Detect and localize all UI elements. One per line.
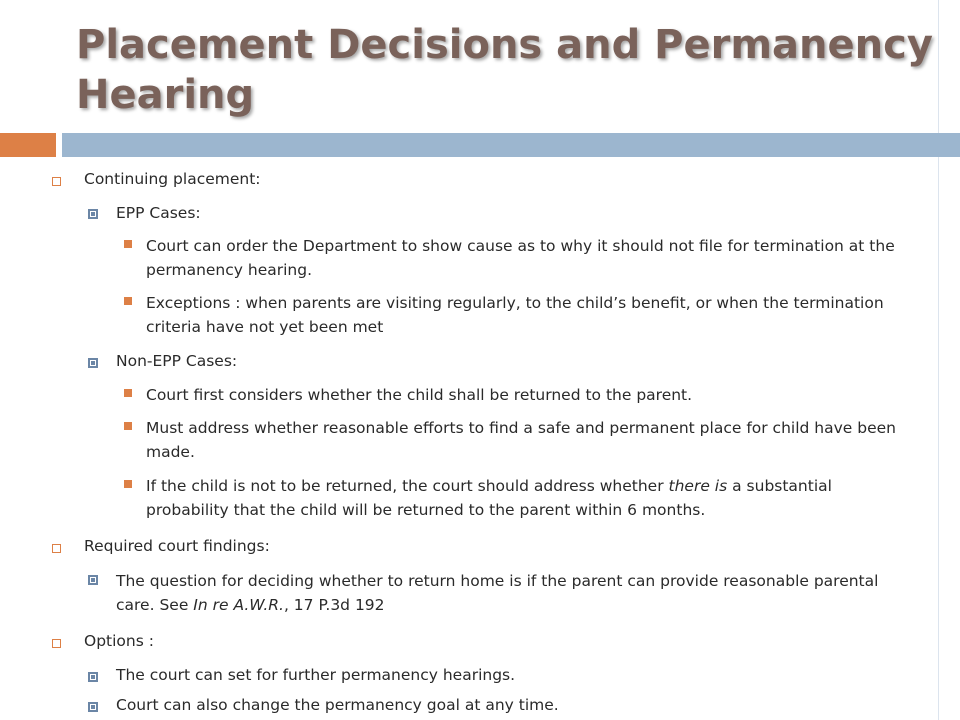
filled-square-bullet-icon [124,297,132,305]
filled-square-bullet-icon [124,480,132,488]
probability-text-end: a substantial probability that the child will be returned to the parent within 6 months. [146,477,832,519]
epp-item-show-cause: Court can order the Department to show cause as to why it should not file for termination at the permanency hearing. [146,237,895,279]
bullet-continuing-placement: Continuing placement: [84,170,261,188]
square-bullet-icon [52,177,61,186]
square-dot-bullet-icon [88,702,98,712]
findings-item-question [116,569,906,617]
square-dot-bullet-icon [88,575,98,585]
square-dot-bullet-icon [88,358,98,368]
bullet-required-findings: Required court findings: [84,537,270,555]
slide-title: Placement Decisions and Permanency Hearing [76,22,933,118]
question-text-end: , 17 P.3d 192 [283,596,385,614]
options-item-change-goal: Court can also change the permanency goal at any time. [116,696,559,714]
non-epp-item-efforts: Must address whether reasonable efforts to find a safe and permanent place for child have been made. [146,419,896,461]
probability-text-emphasis: there is [668,477,728,495]
question-text-start: The question for deciding whether to return home is if the parent can provide reasonable parental care. See [116,572,879,614]
epp-item-exceptions: Exceptions : when parents are visiting regularly, to the child’s benefit, or when the termination criteria have not yet been met [146,294,884,336]
case-citation: In re A.W.R. [193,596,284,614]
options-item-further-hearings: The court can set for further permanency hearings. [116,666,516,684]
bullet-non-epp-cases: Non-EPP Cases: [116,352,238,370]
square-dot-bullet-icon [88,209,98,219]
square-bullet-icon [52,639,61,648]
non-epp-item-probability [146,474,906,522]
bullet-epp-cases: EPP Cases: [116,204,201,222]
square-bullet-icon [52,544,61,553]
filled-square-bullet-icon [124,422,132,430]
bullet-options: Options : [84,632,154,650]
square-dot-bullet-icon [88,672,98,682]
non-epp-item-returned: Court first considers whether the child shall be returned to the parent. [146,386,693,404]
filled-square-bullet-icon [124,389,132,397]
probability-text-start: If the child is not to be returned, the court should address whether [146,477,669,495]
filled-square-bullet-icon [124,240,132,248]
